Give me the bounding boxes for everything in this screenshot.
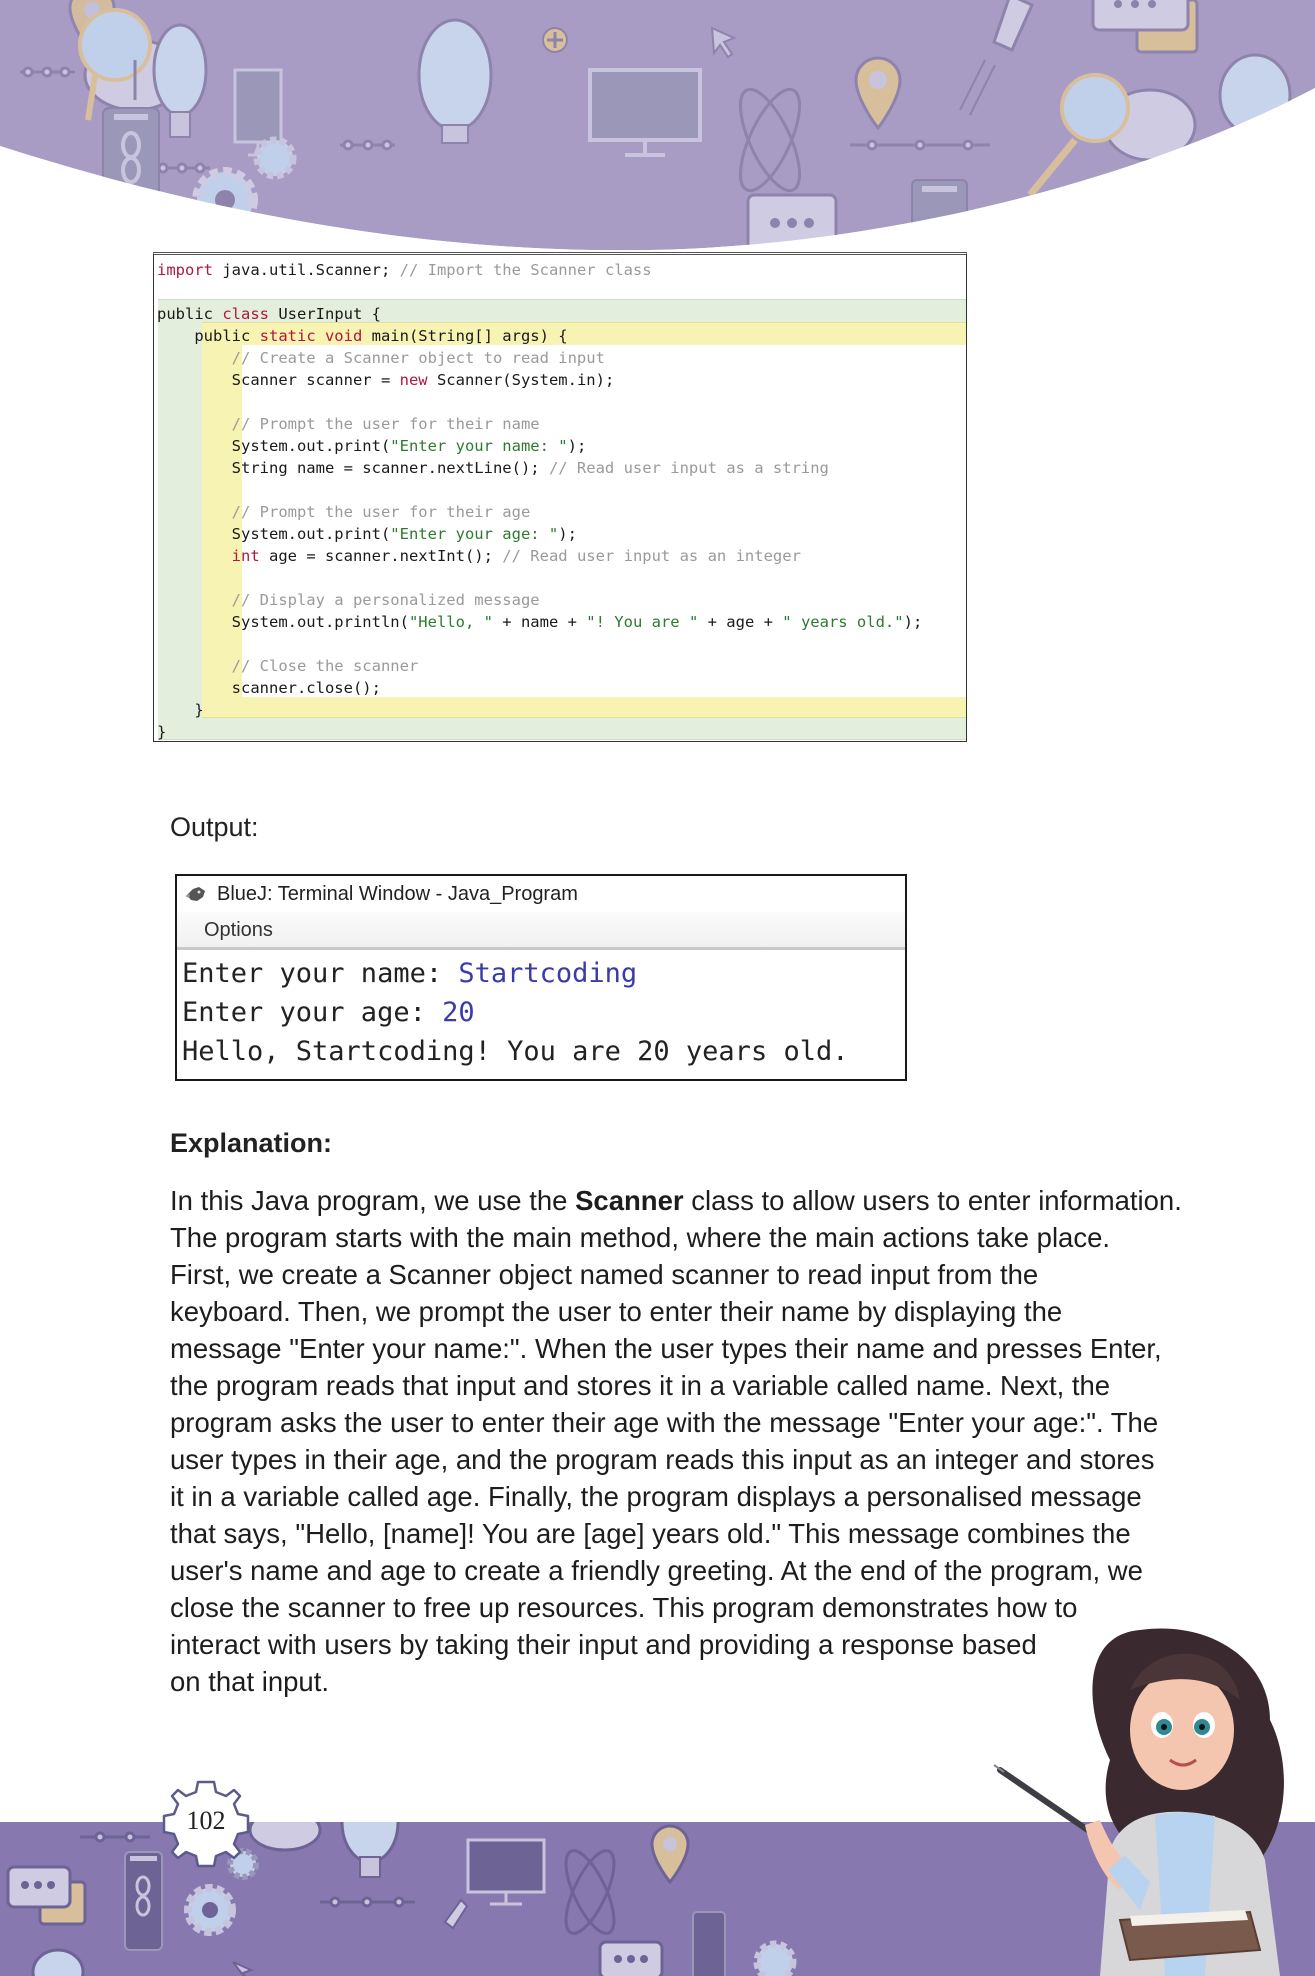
explanation-line: [170, 1515, 1270, 1552]
code-line: [157, 413, 540, 435]
explanation-line: [170, 1552, 1270, 1589]
code-line: [157, 589, 540, 611]
text-run: it in a variable called age. Finally, the program displays a personalised message: [170, 1481, 1142, 1512]
terminal-prompt: Enter your name:: [182, 958, 459, 989]
code-token: " years old.": [782, 613, 904, 631]
text-run: In this Java program, we use the: [170, 1185, 576, 1216]
explanation-line: [170, 1182, 1270, 1219]
location-pin-icon: [652, 1826, 688, 1882]
text-run: interact with users by taking their input and providing a response based: [170, 1629, 1037, 1660]
code-token: UserInput {: [269, 305, 381, 323]
bluej-bird-icon: [185, 885, 207, 903]
chat-bubble-icon: [600, 1942, 662, 1976]
code-token: String name = scanner.nextLine();: [231, 459, 549, 477]
code-line: [157, 611, 922, 633]
terminal-prompt: Enter your age:: [182, 997, 443, 1028]
code-token: static void: [259, 327, 363, 345]
cursor-icon: [233, 1962, 251, 1976]
code-line: [157, 721, 166, 743]
code-token: age = scanner.nextInt();: [259, 547, 503, 565]
explanation-line: [170, 1478, 1270, 1515]
code-token: // Read user input as an integer: [502, 547, 801, 565]
code-token: class: [222, 305, 269, 323]
code-token: // Display a personalized message: [231, 591, 540, 609]
terminal-line: [182, 1032, 848, 1071]
text-run: message "Enter your name:". When the user types their name and presses Enter,: [170, 1333, 1162, 1364]
code-token: }: [157, 723, 167, 741]
code-line: [157, 523, 577, 545]
code-line: [157, 457, 829, 479]
terminal-user-input: 20: [442, 997, 475, 1028]
code-token: + name +: [492, 613, 587, 631]
code-line: [157, 655, 418, 677]
code-token: );: [567, 437, 587, 455]
page-number-badge: [160, 1778, 252, 1870]
explanation-line: [170, 1293, 1270, 1330]
text-run: The program starts with the main method, where the main actions take place.: [170, 1222, 1111, 1253]
terminal-line: [182, 993, 848, 1032]
explanation-line: [170, 1404, 1270, 1441]
code-token: // Prompt the user for their age: [231, 503, 531, 521]
code-line: [157, 369, 614, 391]
code-line: [157, 347, 605, 369]
terminal-window: [175, 874, 907, 1081]
text-run: user's name and age to create a friendly greeting. At the end of the program, we: [170, 1555, 1143, 1586]
text-run: on that input.: [170, 1666, 330, 1697]
teacher-icon: [990, 1620, 1315, 1976]
bold-term: Scanner: [575, 1185, 684, 1216]
phone-link-icon: [693, 1912, 725, 1976]
atom-icon: [556, 1844, 623, 1939]
text-run: the program reads that input and stores it in a variable called name. Next, the: [170, 1370, 1111, 1401]
code-token: import: [157, 261, 213, 279]
chat-bubble-icon: [8, 1867, 85, 1924]
code-token: // Read user input as a string: [548, 459, 829, 477]
explanation-line: [170, 1256, 1270, 1293]
code-line: [157, 435, 586, 457]
page-number: 102: [186, 1806, 226, 1835]
code-token: Scanner scanner =: [231, 371, 400, 389]
code-token: scanner.close();: [231, 679, 381, 697]
terminal-message: Hello, Startcoding! You are 20 years old.: [182, 1036, 849, 1067]
explanation-line: [170, 1441, 1270, 1478]
header-decoration: [0, 0, 1315, 260]
code-token: System.out.print(: [231, 437, 391, 455]
phone-link-icon: [125, 1852, 162, 1950]
code-token: int: [231, 547, 260, 565]
code-line: [157, 545, 801, 567]
code-token: "Enter your name: ": [390, 437, 568, 455]
magnifier-cloud-icon: [250, 1822, 320, 1850]
explanation-heading: Explanation:: [170, 1128, 333, 1158]
code-token: + age +: [698, 613, 783, 631]
code-editor-box: [153, 252, 967, 742]
text-run: close the scanner to free up resources. This program demonstrates how to: [170, 1592, 1078, 1623]
code-line: [157, 501, 530, 523]
code-token: main(String[] args) {: [362, 327, 568, 345]
output-label: Output:: [170, 812, 259, 842]
text-run: program asks the user to enter their age with the message "Enter your age:". The: [170, 1407, 1159, 1438]
explanation-line: [170, 1219, 1270, 1256]
terminal-line: [182, 954, 848, 993]
code-token: );: [558, 525, 577, 543]
code-token: // Create a Scanner object to read input: [231, 349, 605, 367]
code-token: new: [399, 371, 428, 389]
terminal-title: BlueJ: Terminal Window - Java_Program: [217, 883, 578, 905]
code-line: [157, 677, 381, 699]
terminal-user-input: Startcoding: [458, 958, 638, 989]
terminal-menubar: [177, 912, 905, 950]
menu-options[interactable]: Options: [204, 919, 273, 941]
code-line: [157, 325, 568, 347]
code-line: [157, 303, 381, 325]
monitor-icon: [468, 1840, 544, 1904]
text-run: class to allow users to enter information.: [683, 1185, 1182, 1216]
gear-icon: [757, 1944, 793, 1976]
explanation-line: [170, 1330, 1270, 1367]
text-run: user types in their age, and the program reads this input as an integer and stores: [170, 1444, 1155, 1475]
lightbulb-icon: [33, 1950, 83, 1976]
text-run: keyboard. Then, we prompt the user to enter their name by displaying the: [170, 1296, 1063, 1327]
code-token: public: [157, 305, 223, 323]
code-line: [157, 699, 204, 721]
code-token: );: [903, 613, 923, 631]
code-token: // Close the scanner: [231, 657, 419, 675]
rocket-icon: [445, 1900, 467, 1928]
teacher-character-illustration: [990, 1620, 1315, 1976]
plus-marker-icon: [543, 28, 567, 52]
code-token: "Hello, ": [408, 613, 493, 631]
text-run: that says, "Hello, [name]! You are [age] years old." This message combines the: [170, 1518, 1131, 1549]
terminal-output: [182, 954, 848, 1071]
code-token: // Prompt the user for their name: [231, 415, 540, 433]
code-token: "Enter your age: ": [390, 525, 559, 543]
code-token: "! You are ": [586, 613, 699, 631]
lightbulb-icon: [342, 1822, 398, 1877]
code-token: System.out.print(: [231, 525, 391, 543]
code-token: // Import the Scanner class: [399, 261, 652, 279]
code-token: java.util.Scanner;: [213, 261, 400, 279]
explanation-line: [170, 1367, 1270, 1404]
terminal-titlebar: [177, 876, 905, 912]
text-run: First, we create a Scanner object named scanner to read input from the: [170, 1259, 1039, 1290]
code-token: Scanner(System.in);: [427, 371, 615, 389]
code-token: System.out.println(: [231, 613, 409, 631]
code-token: }: [194, 701, 204, 719]
code-token: public: [194, 327, 260, 345]
code-line: [157, 259, 652, 281]
header-pattern: [0, 0, 1315, 260]
